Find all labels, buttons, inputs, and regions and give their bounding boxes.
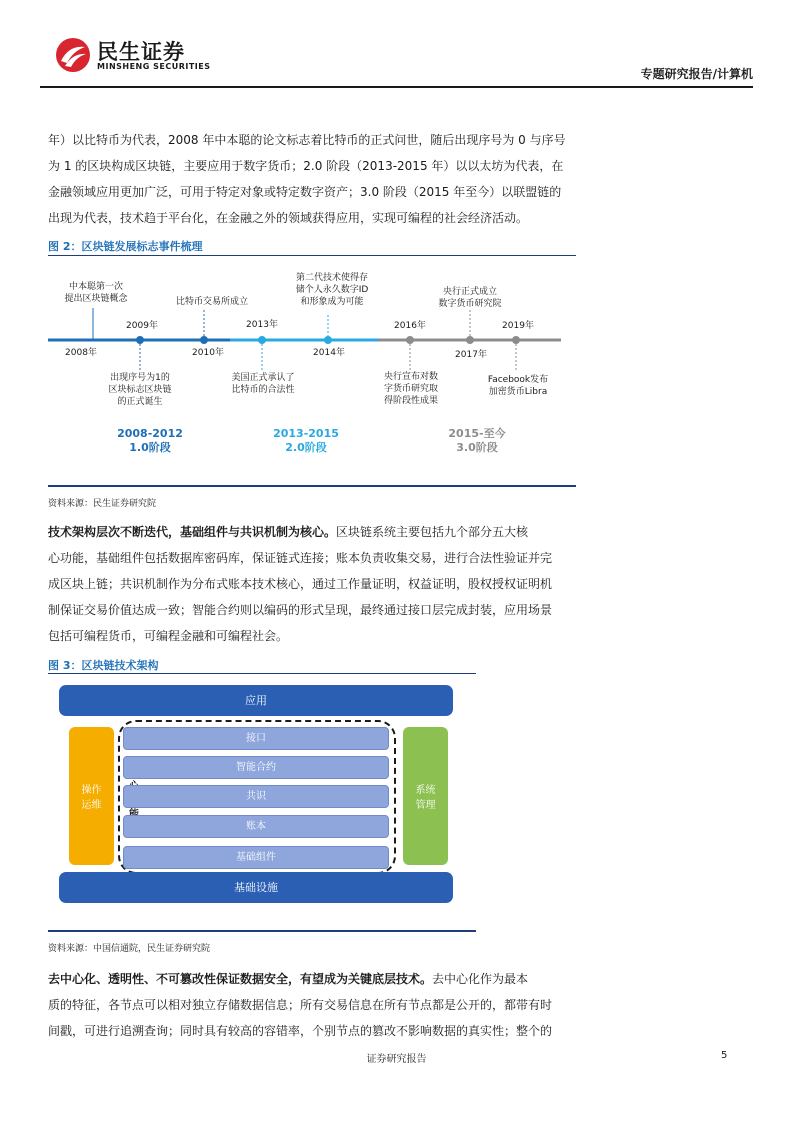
footer-label: 证券研究报告 [366, 1054, 427, 1065]
year-2010: 2010年 [192, 348, 224, 358]
event-2017 [430, 286, 510, 310]
header-divider [40, 86, 753, 88]
layer-consensus: 共识 [123, 785, 389, 808]
dot-2009 [136, 336, 144, 344]
layer-smart-contract: 智能合约 [123, 756, 389, 779]
dot-2019 [512, 336, 520, 344]
figure3-top-rule [48, 673, 476, 674]
event-2019 [476, 374, 560, 398]
event-2010: 比特币交易所成立 [175, 297, 248, 307]
event-line: 字货币研究取 [383, 384, 438, 394]
dot-2014 [324, 336, 332, 344]
stage-years: 2013-2015 [273, 427, 339, 440]
text-line: 年）以比特币为代表，2008 年中本聪的论文标志着比特币的正式问世，随后出现序号为 0 与序号 [48, 133, 566, 147]
figure2-title: 图 2：区块链发展标志事件梳理 [48, 240, 203, 253]
stage-name: 1.0阶段 [129, 441, 171, 454]
text-line [48, 966, 608, 992]
layer-ledger: 账本 [123, 815, 389, 838]
event-line: 央行正式成立 [442, 287, 497, 297]
minsheng-logo-icon [55, 37, 91, 73]
text-line: 质的特征，各节点可以相对独立存储数据信息；所有交易信息在所有节点都是公开的，都带有时 [48, 998, 553, 1012]
stage-3-label [437, 427, 517, 455]
event-line: 的正式诞生 [117, 397, 163, 407]
event-2016 [373, 371, 449, 407]
figure3-title: 图 3：区块链技术架构 [48, 659, 159, 672]
text-fragment: 区块链系统主要包括九个部分五大核 [336, 525, 529, 539]
text-line: 成区块上链；共识机制作为分布式账本技术核心，通过工作量证明，权益证明，股权授权证明机 [48, 577, 553, 591]
event-line: 央行宣布对数 [383, 372, 438, 382]
event-line: 比特币的合法性 [231, 385, 295, 395]
layer-interface: 接口 [123, 727, 389, 750]
page-number: 5 [721, 1050, 728, 1061]
paragraph-blockchain-stages [48, 127, 608, 231]
stage-2-label [266, 427, 346, 455]
event-2013 [221, 372, 305, 396]
event-line: 和形象成为可能 [300, 297, 364, 307]
paragraph-architecture [48, 519, 608, 649]
stage-name: 3.0阶段 [456, 441, 498, 454]
report-category: 专题研究报告/计算机 [640, 67, 753, 81]
side-label-line: 系统 [415, 785, 436, 796]
year-2019: 2019年 [502, 321, 534, 331]
year-2008: 2008年 [65, 348, 97, 358]
figure3-bottom-rule [48, 930, 476, 932]
stage-years: 2015-至今 [448, 427, 506, 440]
stage-name: 2.0阶段 [285, 441, 327, 454]
text-line: 心功能，基础组件包括数据库密码库，保证链式连接；账本负责收集交易，进行合法性验证并完 [48, 551, 553, 565]
event-line: 美国正式承认了 [231, 373, 295, 383]
text-line: 间戳，可进行追溯查询；同时具有较高的容错率，个别节点的篡改不影响数据的真实性；整个的 [48, 1024, 553, 1038]
text-line: 出现为代表，技术趋于平台化，在金融之外的领域获得应用，实现可编程的社会经济活动。 [48, 211, 529, 225]
text-fragment: 去中心化作为最本 [432, 972, 529, 986]
layer-basic-components: 基础组件 [123, 846, 389, 869]
text-line [48, 519, 608, 545]
dot-2016 [406, 336, 414, 344]
dot-2013 [258, 336, 266, 344]
logo-text-cn: 民生证券 [97, 40, 185, 64]
event-line: 储个人永久数字ID [295, 285, 369, 295]
lead-sentence: 技术架构层次不断迭代，基础组件与共识机制为核心。 [48, 525, 337, 539]
figure2-source: 资料来源：民生证券研究院 [48, 499, 157, 509]
layer-application: 应用 [59, 685, 453, 716]
lead-sentence: 去中心化、透明性、不可篡改性保证数据安全，有望成为关键底层技术。 [48, 972, 433, 986]
year-2017: 2017年 [455, 350, 487, 360]
event-line: 出现序号为1的 [110, 373, 170, 383]
event-line: 加密货币Libra [488, 387, 548, 397]
year-2009: 2009年 [126, 321, 158, 331]
side-system-management [403, 727, 448, 865]
layer-infrastructure: 基础设施 [59, 872, 453, 903]
year-2013: 2013年 [246, 320, 278, 330]
figure2-top-rule [48, 255, 576, 256]
event-2009 [100, 372, 180, 408]
logo-text-en: MINSHENG SECURITIES [97, 62, 211, 71]
year-2014: 2014年 [313, 348, 345, 358]
figure2-bottom-rule [48, 485, 576, 487]
dot-2010 [200, 336, 208, 344]
event-line: 提出区块链概念 [64, 294, 128, 304]
event-line: 中本聪第一次 [68, 282, 123, 292]
event-line: 数字货币研究院 [438, 299, 502, 309]
event-line: Facebook发布 [487, 375, 549, 385]
event-line: 得阶段性成果 [383, 396, 438, 406]
side-label-line: 管理 [415, 800, 436, 811]
text-line: 包括可编程货币，可编程金融和可编程社会。 [48, 629, 289, 643]
year-2016: 2016年 [394, 321, 426, 331]
side-operations [69, 727, 114, 865]
event-line: 第二代技术使得存 [295, 273, 368, 283]
text-line: 金融领域应用更加广泛，可用于特定对象或特定数字资产；3.0 阶段（2015 年至今）以联盟链的 [48, 185, 562, 199]
event-line: 区块标志区块链 [108, 385, 172, 395]
side-label-line: 运维 [81, 800, 102, 811]
text-line: 制保证交易价值达成一致；智能合约则以编码的形式呈现，最终通过接口层完成封装，应用场景 [48, 603, 553, 617]
text-line: 为 1 的区块构成区块链，主要应用于数字货币；2.0 阶段（2013-2015 年）以以太坊为代表，在 [48, 159, 564, 173]
dot-2017 [466, 336, 474, 344]
paragraph-decentralization [48, 966, 608, 1044]
stage-years: 2008-2012 [117, 427, 183, 440]
event-2008 [56, 281, 136, 305]
stage-1-label [110, 427, 190, 455]
side-label-line: 操作 [81, 785, 102, 796]
figure3-source: 资料来源：中国信通院，民生证券研究院 [48, 944, 211, 954]
event-2014 [284, 272, 380, 308]
